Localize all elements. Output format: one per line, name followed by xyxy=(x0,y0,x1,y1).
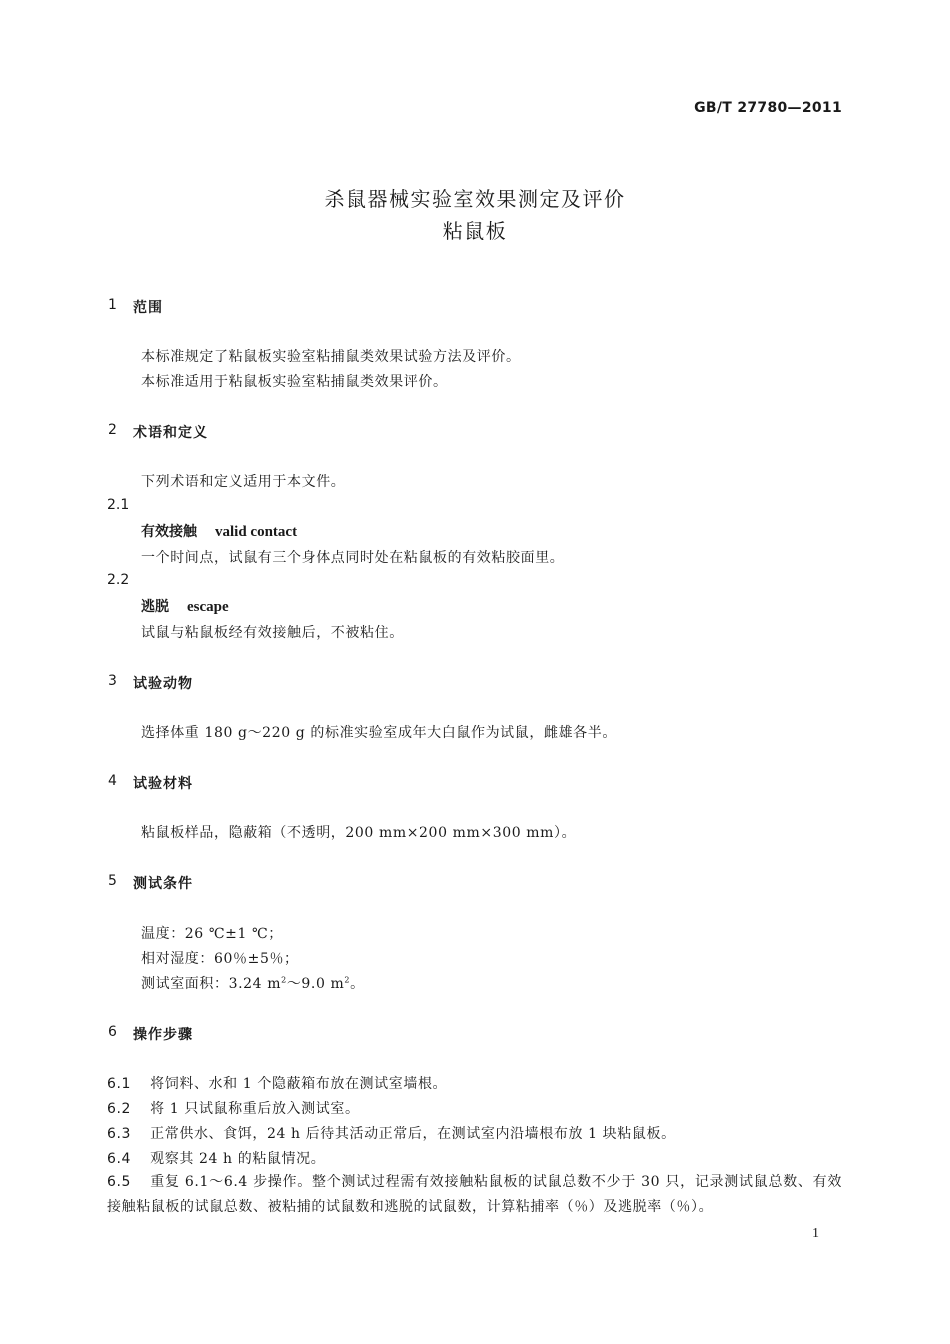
procedure-step xyxy=(107,1098,360,1118)
step-text: 正常供水、食饵，24 h 后待其活动正常后，在测试室内沿墙根布放 1 块粘鼠板。 xyxy=(150,1126,676,1142)
term-zh: 有效接触 xyxy=(141,524,197,540)
condition-temperature: 温度：26 ℃±1 ℃； xyxy=(141,926,283,942)
paragraph: 选择体重 180 g～220 g 的标准实验室成年大白鼠作为试鼠，雌雄各半。 xyxy=(141,725,617,741)
term-heading xyxy=(141,521,297,541)
condition-humidity: 相对湿度：60％±5％； xyxy=(141,951,299,967)
section-title: 测试条件 xyxy=(133,876,193,892)
step-text: 将饲料、水和 1 个隐蔽箱布放在测试室墙根。 xyxy=(150,1076,448,1092)
document-subtitle: 粘鼠板 xyxy=(442,219,508,243)
section-number: 4 xyxy=(108,773,117,789)
section-number: 5 xyxy=(108,873,117,889)
procedure-step xyxy=(107,1123,676,1143)
section-number: 2 xyxy=(108,422,117,438)
section-number: 3 xyxy=(108,673,117,689)
step-text: 重复 6.1～6.4 步操作。整个测试过程需有效接触粘鼠板的试鼠总数不少于 30 只，记录测试鼠总数、有效接触粘鼠板的试鼠总数、被粘捕的试鼠数和逃脱的试鼠数，计算粘捕率（％）及逃脱率（％）。 xyxy=(107,1174,842,1215)
step-text: 将 1 只试鼠称重后放入测试室。 xyxy=(150,1101,360,1117)
step-number: 6.3 xyxy=(107,1126,132,1142)
step-text: 观察其 24 h 的粘鼠情况。 xyxy=(150,1151,326,1167)
procedure-step xyxy=(107,1170,842,1220)
document-title: 杀鼠器械实验室效果测定及评价 xyxy=(324,187,626,211)
term-definition: 试鼠与粘鼠板经有效接触后，不被粘住。 xyxy=(141,625,404,641)
section-title: 范围 xyxy=(133,300,163,316)
paragraph: 下列术语和定义适用于本文件。 xyxy=(141,474,346,490)
term-en: escape xyxy=(187,599,229,615)
step-number: 6.4 xyxy=(107,1151,132,1167)
section-title: 试验动物 xyxy=(133,676,193,692)
paragraph: 粘鼠板样品，隐蔽箱（不透明，200 mm×200 mm×300 mm）。 xyxy=(141,825,577,841)
section-title: 试验材料 xyxy=(133,776,193,792)
page-number: 1 xyxy=(812,1226,819,1241)
term-number: 2.1 xyxy=(107,497,130,513)
paragraph: 本标准规定了粘鼠板实验室粘捕鼠类效果试验方法及评价。 xyxy=(141,349,521,365)
procedure-step xyxy=(107,1148,325,1168)
section-number: 6 xyxy=(108,1024,117,1040)
term-number: 2.2 xyxy=(107,572,130,588)
section-title: 操作步骤 xyxy=(133,1027,193,1043)
procedure-step xyxy=(107,1073,447,1093)
paragraph: 本标准适用于粘鼠板实验室粘捕鼠类效果评价。 xyxy=(141,374,448,390)
section-title: 术语和定义 xyxy=(133,425,208,441)
term-en: valid contact xyxy=(215,524,298,540)
step-number: 6.1 xyxy=(107,1076,132,1092)
standard-code: GB/T 27780—2011 xyxy=(694,100,842,116)
condition-room-area: 测试室面积：3.24 $m^2\sim 9.0$ $m^2$。 xyxy=(141,975,365,992)
step-number: 6.5 xyxy=(107,1174,132,1190)
step-number: 6.2 xyxy=(107,1101,132,1117)
term-zh: 逃脱 xyxy=(141,599,169,615)
term-definition: 一个时间点，试鼠有三个身体点同时处在粘鼠板的有效粘胶面里。 xyxy=(141,550,565,566)
term-heading xyxy=(141,596,229,616)
section-number: 1 xyxy=(108,297,117,313)
